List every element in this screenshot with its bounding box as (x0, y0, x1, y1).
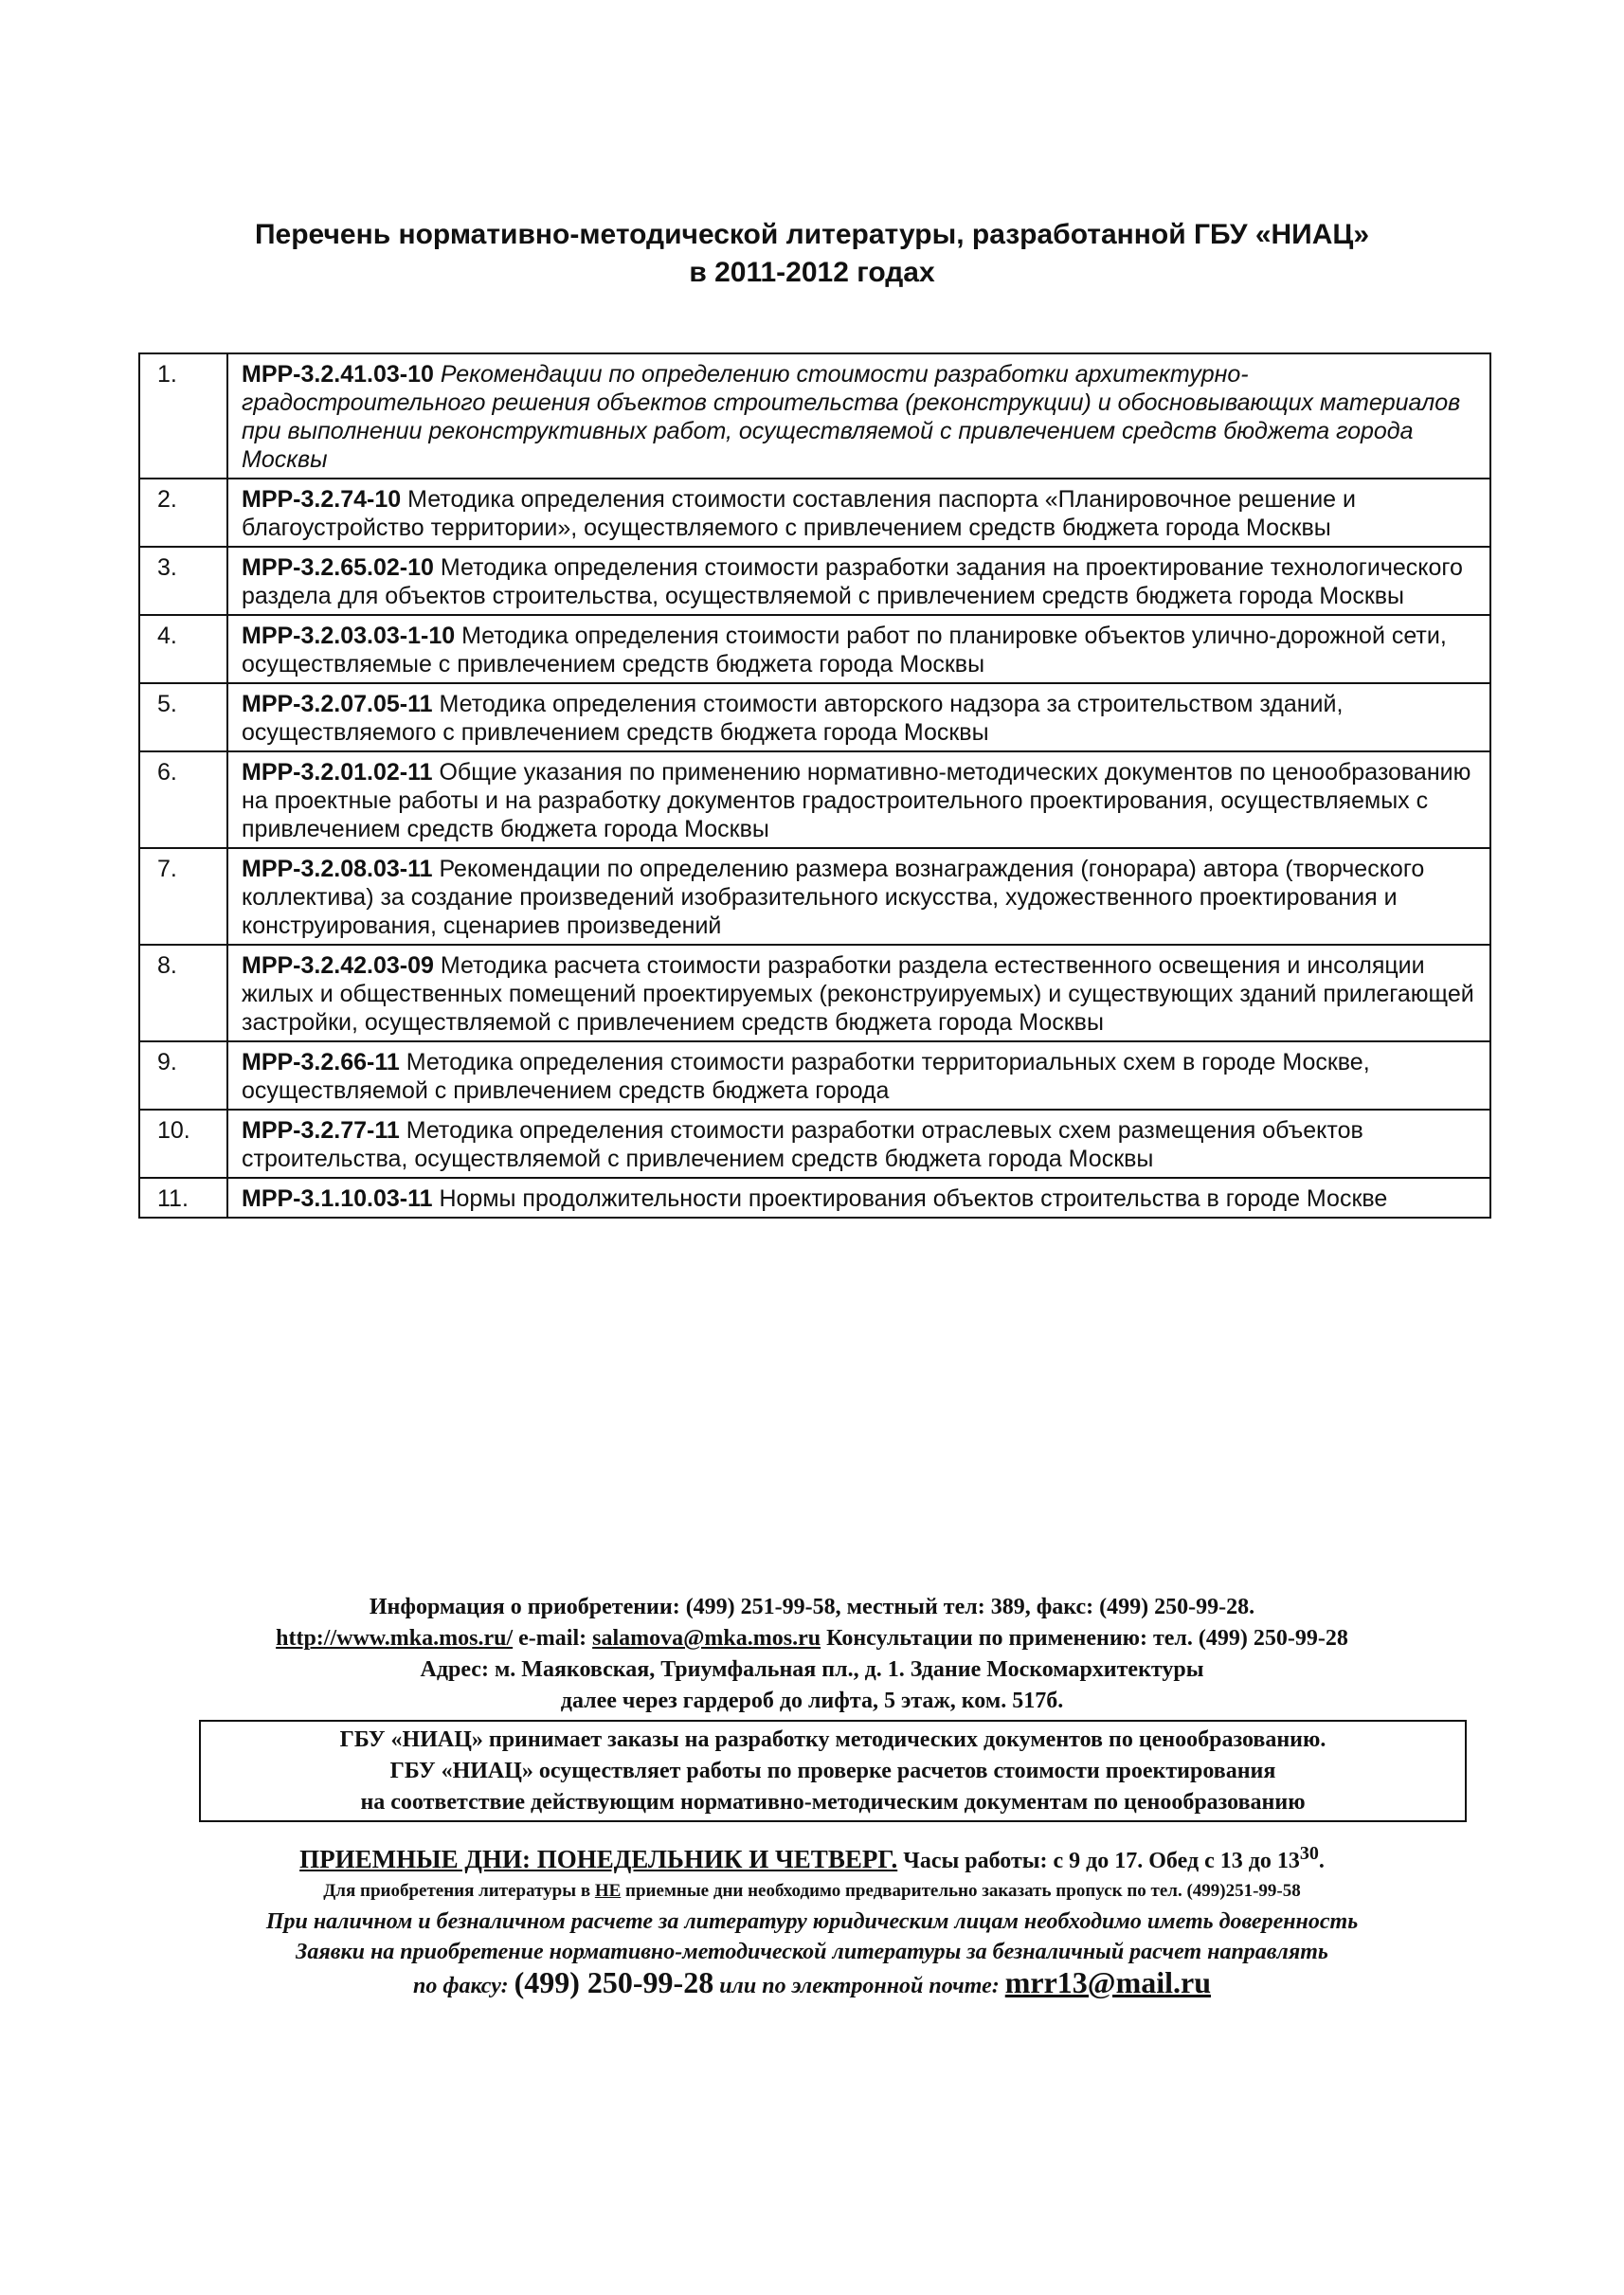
document-title-text: Методика определения стоимости работ по планировке объектов улично-дорожной сети, осуществляемые с привлечением средств бюджета города Москвы (242, 623, 1447, 678)
box-line-1: ГБУ «НИАЦ» принимает заказы на разработку методических документов по ценообразованию. (339, 1727, 1326, 1752)
document-code: МРР-3.2.03.03-1-10 (242, 623, 456, 649)
document-title-text: Методика определения стоимости составления паспорта «Планировочное решение и благоустройство территории», осуществляемого с привлечением средств бюджета города Москвы (242, 486, 1356, 541)
document-code: МРР-3.2.66-11 (242, 1049, 400, 1075)
table-row (139, 615, 1490, 683)
work-hours: Часы работы: с 9 до 17. Обед с 13 до 13 (903, 1849, 1300, 1873)
document-code: МРР-3.2.01.02-11 (242, 759, 433, 786)
pass-note-end: приемные дни необходимо предварительно заказать пропуск по тел. (499)251-99-58 (625, 1881, 1301, 1901)
row-content (227, 1178, 1490, 1218)
website-link[interactable]: http://www.mka.mos.ru/ (276, 1626, 514, 1651)
row-content (227, 479, 1490, 547)
document-code: МРР-3.2.42.03-09 (242, 952, 434, 979)
info-phones: Информация о приобретении: (499) 251-99-58, местный тел: 389, факс: (499) 250-99-28. (369, 1595, 1255, 1619)
document-code: МРР-3.2.74-10 (242, 486, 402, 513)
pass-note-ne: НЕ (594, 1881, 622, 1901)
row-number: 9. (139, 1041, 227, 1110)
fax-email-line (0, 1967, 1624, 2001)
document-title-text: Методика определения стоимости разработки территориальных схем в городе Москве, осуществляемой с привлечением средств бюджета города (242, 1049, 1370, 1104)
email-link[interactable]: salamova@mka.mos.ru (592, 1626, 821, 1651)
document-title-text: Методика определения стоимости разработки задания на проектирование технологического раздела для объектов строительства, осуществляемой с привлечением средств бюджета города Москвы (242, 554, 1463, 609)
row-content (227, 1110, 1490, 1178)
email-intro: или по электронной почте: (719, 1974, 1000, 1998)
title-line-1: Перечень нормативно-методической литературы, разработанной ГБУ «НИАЦ» (254, 219, 1370, 250)
document-code: МРР-3.2.65.02-10 (242, 554, 434, 581)
document-code: МРР-3.1.10.03-11 (242, 1185, 433, 1212)
table-row (139, 547, 1490, 615)
row-number: 8. (139, 945, 227, 1041)
row-number: 10. (139, 1110, 227, 1178)
row-content (227, 1041, 1490, 1110)
row-number: 6. (139, 751, 227, 848)
purchase-info (0, 1592, 1624, 1717)
reception-days: ПРИЕМНЫЕ ДНИ: ПОНЕДЕЛЬНИК И ЧЕТВЕРГ. (299, 1845, 898, 1873)
table-row (139, 1110, 1490, 1178)
table-row (139, 1178, 1490, 1218)
row-content (227, 751, 1490, 848)
row-content (227, 353, 1490, 479)
row-number: 4. (139, 615, 227, 683)
document-title-text: Рекомендации по определению стоимости разработки архитектурно-градостроительного решения объектов строительства (реконструкции) и обосновывающих материалов при выполнении реконструктивных работ, осуществляемой с привлечением средств бюджета города Москвы (242, 361, 1461, 473)
address-line-1: Адрес: м. Маяковская, Триумфальная пл., д. 1. Здание Москомархитектуры (420, 1657, 1204, 1682)
literature-table (138, 352, 1491, 1219)
document-code: МРР-3.2.77-11 (242, 1117, 400, 1144)
document-title-text: Общие указания по применению нормативно-методических документов по ценообразованию на проектные работы и на разработку документов градостроительного проектирования, осуществляемых с привлечением средств бюджета города Москвы (242, 759, 1471, 842)
reception-days-line: ПРИЕМНЫЕ ДНИ: ПОНЕДЕЛЬНИК И ЧЕТВЕРГ. Часы работы: с 9 до 17. Обед с 13 до $13^{30}$. (299, 1843, 1325, 1873)
pass-note-start: Для приобретения литературы в (323, 1881, 591, 1901)
row-number: 11. (139, 1178, 227, 1218)
document-title (0, 216, 1624, 292)
address-line-2: далее через гардероб до лифта, 5 этаж, ком. 517б. (560, 1689, 1064, 1713)
table-row (139, 683, 1490, 751)
box-line-3: на соответствие действующим нормативно-методическим документам по ценообразованию (360, 1790, 1306, 1815)
document-title-text: Методика определения стоимости авторского надзора за строительством зданий, осуществляемого с привлечением средств бюджета города Москвы (242, 691, 1344, 746)
document-title-text: Методика расчета стоимости разработки раздела естественного освещения и инсоляции жилых и общественных помещений проектируемых (реконструируемых) и существующих зданий прилегающей застройки, осуществляемой с привлечением средств бюджета города Москвы (242, 952, 1474, 1036)
box-line-2: ГБУ «НИАЦ» осуществляет работы по проверке расчетов стоимости проектирования (389, 1759, 1276, 1783)
row-content (227, 683, 1490, 751)
table-row (139, 945, 1490, 1041)
orders-note: Заявки на приобретение нормативно-методической литературы за безналичный расчет направлять (296, 1940, 1328, 1964)
title-line-2: в 2011-2012 годах (689, 257, 935, 288)
email-label: e-mail: (518, 1626, 587, 1651)
table-row (139, 1041, 1490, 1110)
consult-text: Консультации по применению: тел. (499) 250-99-28 (826, 1626, 1348, 1651)
row-number: 2. (139, 479, 227, 547)
row-content (227, 615, 1490, 683)
table-row (139, 479, 1490, 547)
fax-label: по факсу: (412, 1974, 509, 1998)
document-code: МРР-3.2.41.03-10 (242, 361, 434, 388)
document-title-text: Методика определения стоимости разработки отраслевых схем размещения объектов строительства, осуществляемой с привлечением средств бюджета города Москвы (242, 1117, 1363, 1172)
row-content (227, 945, 1490, 1041)
info-contacts (0, 1623, 1624, 1654)
pass-note (0, 1876, 1624, 1906)
work-hours-minutes: 30 (1299, 1843, 1319, 1864)
order-email[interactable]: mrr13@mail.ru (1004, 1965, 1211, 1999)
row-number: 3. (139, 547, 227, 615)
row-number: 7. (139, 848, 227, 945)
table-row (139, 751, 1490, 848)
row-number: 1. (139, 353, 227, 479)
table-row (139, 353, 1490, 479)
row-content (227, 848, 1490, 945)
document-code: МРР-3.2.07.05-11 (242, 691, 433, 717)
document-code: МРР-3.2.08.03-11 (242, 856, 433, 882)
document-title-text: Рекомендации по определению размера вознаграждения (гонорара) автора (творческого коллектива) за создание произведений изобразительного искусства, художественного проектирования и конструирования, сценариев произведений (242, 856, 1425, 939)
row-content (227, 547, 1490, 615)
document-title-text: Нормы продолжительности проектирования объектов строительства в городе Москве (439, 1185, 1388, 1212)
services-box (199, 1720, 1467, 1822)
power-of-attorney-note: При наличном и безналичном расчете за литературу юридическим лицам необходимо иметь доверенность (265, 1909, 1359, 1934)
row-number: 5. (139, 683, 227, 751)
reception-info (0, 1838, 1624, 2001)
table-row (139, 848, 1490, 945)
fax-number: (499) 250-99-28 (514, 1965, 714, 1999)
